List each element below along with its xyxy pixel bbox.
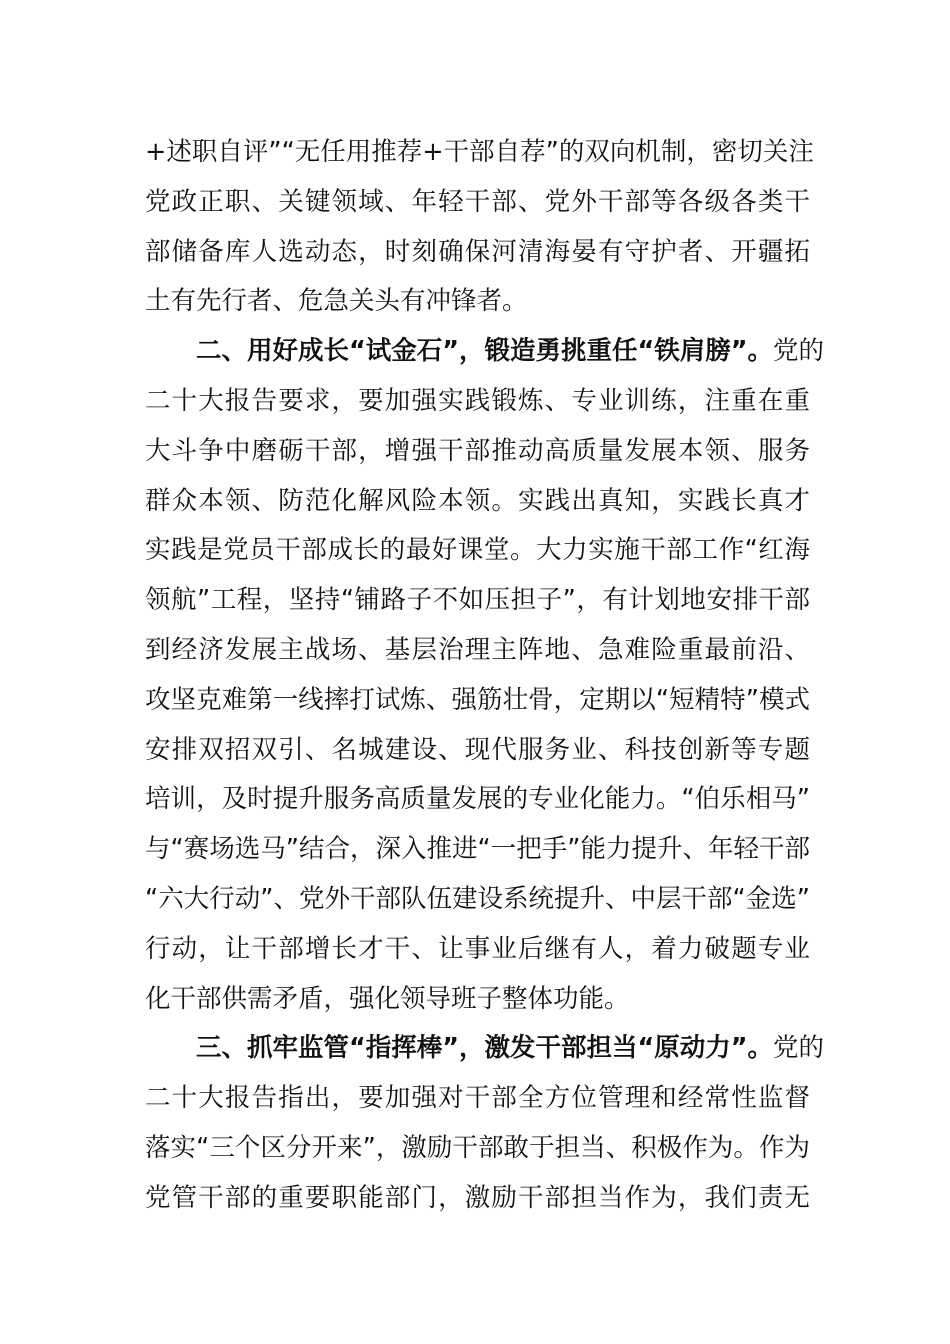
body-line: “六大行动”、党外干部队伍建设系统提升、中层干部“金选”: [145, 883, 810, 914]
body-line: 土有先行者、危急关头有冲锋者。: [145, 286, 528, 317]
section-heading-line: [145, 1024, 825, 1074]
section-heading-line: [145, 327, 825, 377]
body-line: 领航”工程，坚持“铺路子不如压担子”，有计划地安排干部: [145, 585, 810, 616]
body-line: 大斗争中磨砺干部，增强干部推动高质量发展本领、服务: [145, 435, 810, 466]
body-line: 化干部供需矛盾，强化领导班子整体功能。: [145, 983, 630, 1014]
body-line: 培训，及时提升服务高质量发展的专业化能力。“伯乐相马”: [145, 784, 810, 815]
body-line: 群众本领、防范化解风险本领。实践出真知，实践长真才: [145, 485, 810, 516]
body-line: 党政正职、关键领域、年轻干部、党外干部等各级各类干: [145, 186, 810, 217]
body-line: 攻坚克难第一线摔打试炼、强筋壮骨，定期以“短精特”模式: [145, 684, 810, 715]
body-line: 二十大报告指出，要加强对干部全方位管理和经常性监督: [145, 1083, 810, 1114]
body-text: 党的: [773, 1033, 825, 1064]
body-line: 二十大报告要求，要加强实践锻炼、专业训练，注重在重: [145, 385, 810, 416]
body-line: 到经济发展主战场、基层治理主阵地、急难险重最前沿、: [145, 634, 810, 665]
body-line: 部储备库人选动态，时刻确保河清海晏有守护者、开疆拓: [145, 236, 810, 267]
body-line: 落实“三个区分开来”，激励干部敢于担当、积极作为。作为: [145, 1132, 810, 1163]
body-line: 安排双招双引、名城建设、现代服务业、科技创新等专题: [145, 734, 810, 765]
document-body: [145, 128, 825, 1224]
body-line: 行动，让干部增长才干、让事业后继有人，着力破题专业: [145, 933, 810, 964]
body-line: 党管干部的重要职能部门，激励干部担当作为，我们责无: [145, 1182, 810, 1213]
section-heading-two: 二、用好成长“试金石”，锻造勇挑重任“铁肩膀”。: [196, 336, 774, 367]
body-text: 党的: [773, 336, 825, 367]
body-line: 与“赛场选马”结合，深入推进“一把手”能力提升、年轻干部: [145, 834, 810, 865]
section-heading-three: 三、抓牢监管“指挥棒”，激发干部担当“原动力”。: [196, 1033, 774, 1064]
body-line: 实践是党员干部成长的最好课堂。大力实施干部工作“红海: [145, 535, 810, 566]
body-line: +述职自评”“无任用推荐+干部自荐”的双向机制，密切关注: [145, 137, 814, 167]
